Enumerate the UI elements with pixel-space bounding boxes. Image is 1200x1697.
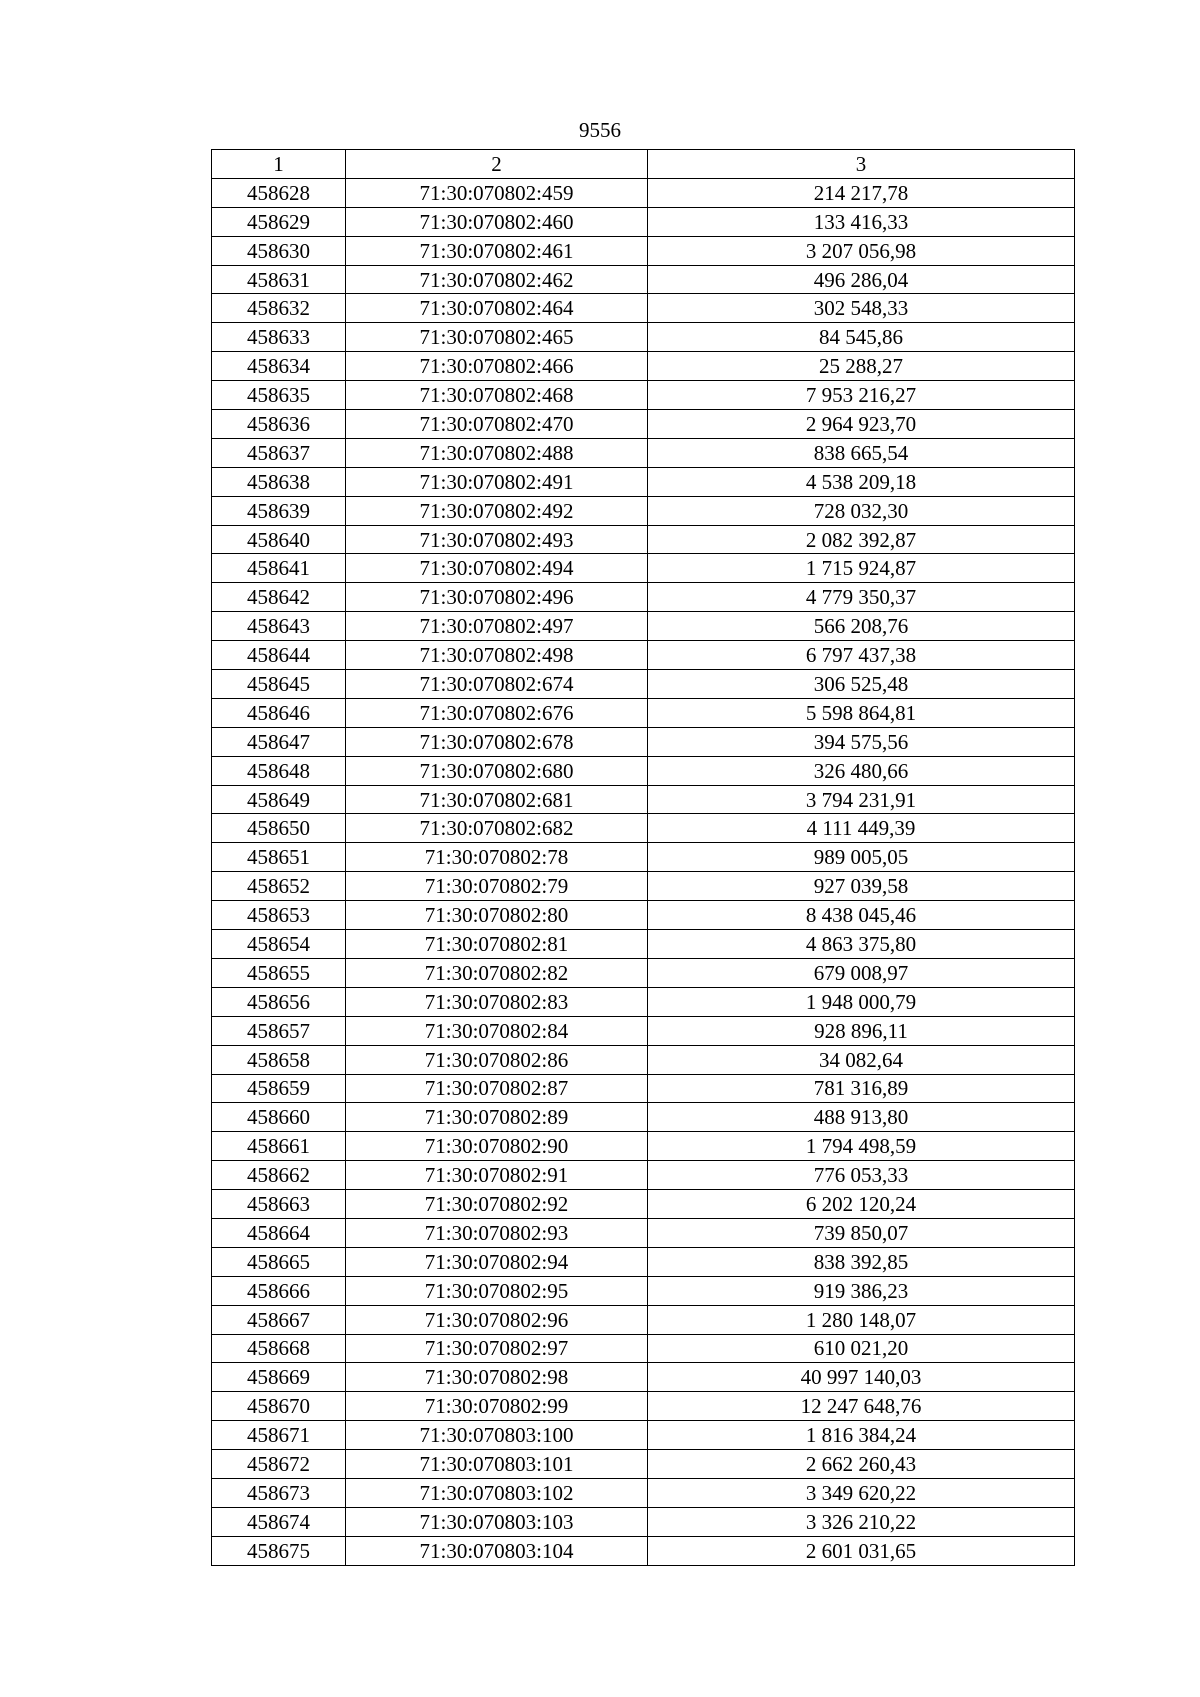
row-number-cell: 458667	[212, 1305, 346, 1334]
table-row	[212, 612, 1075, 641]
header-cell-1: 1	[212, 150, 346, 179]
cadastral-number-cell: 71:30:070803:102	[346, 1478, 648, 1507]
row-number-cell: 458652	[212, 872, 346, 901]
value-cell: 394 575,56	[648, 727, 1075, 756]
value-cell: 610 021,20	[648, 1334, 1075, 1363]
table-row	[212, 1507, 1075, 1536]
value-cell: 1 715 924,87	[648, 554, 1075, 583]
value-cell: 2 964 923,70	[648, 410, 1075, 439]
row-number-cell: 458639	[212, 496, 346, 525]
value-cell: 3 794 231,91	[648, 785, 1075, 814]
cadastral-number-cell: 71:30:070802:81	[346, 930, 648, 959]
row-number-cell: 458659	[212, 1074, 346, 1103]
row-number-cell: 458640	[212, 525, 346, 554]
row-number-cell: 458638	[212, 467, 346, 496]
cadastral-number-cell: 71:30:070802:83	[346, 987, 648, 1016]
row-number-cell: 458664	[212, 1218, 346, 1247]
value-cell: 2 082 392,87	[648, 525, 1075, 554]
table-row	[212, 323, 1075, 352]
cadastral-number-cell: 71:30:070802:98	[346, 1363, 648, 1392]
cadastral-number-cell: 71:30:070802:94	[346, 1247, 648, 1276]
value-cell: 679 008,97	[648, 958, 1075, 987]
value-cell: 2 662 260,43	[648, 1450, 1075, 1479]
row-number-cell: 458636	[212, 410, 346, 439]
row-number-cell: 458650	[212, 814, 346, 843]
value-cell: 1 280 148,07	[648, 1305, 1075, 1334]
table-row	[212, 670, 1075, 699]
value-cell: 133 416,33	[648, 207, 1075, 236]
value-cell: 1 816 384,24	[648, 1421, 1075, 1450]
cadastral-number-cell: 71:30:070802:96	[346, 1305, 648, 1334]
table-row	[212, 207, 1075, 236]
value-cell: 1 948 000,79	[648, 987, 1075, 1016]
table-row	[212, 1276, 1075, 1305]
cadastral-number-cell: 71:30:070802:492	[346, 496, 648, 525]
cadastral-number-cell: 71:30:070802:676	[346, 698, 648, 727]
value-cell: 488 913,80	[648, 1103, 1075, 1132]
cadastral-number-cell: 71:30:070802:470	[346, 410, 648, 439]
table-row	[212, 1161, 1075, 1190]
row-number-cell: 458632	[212, 294, 346, 323]
row-number-cell: 458669	[212, 1363, 346, 1392]
row-number-cell: 458644	[212, 641, 346, 670]
cadastral-number-cell: 71:30:070802:79	[346, 872, 648, 901]
row-number-cell: 458635	[212, 381, 346, 410]
row-number-cell: 458648	[212, 756, 346, 785]
data-table	[211, 149, 1075, 1566]
cadastral-number-cell: 71:30:070802:497	[346, 612, 648, 641]
row-number-cell: 458628	[212, 178, 346, 207]
cadastral-number-cell: 71:30:070802:488	[346, 438, 648, 467]
cadastral-number-cell: 71:30:070802:459	[346, 178, 648, 207]
cadastral-number-cell: 71:30:070802:674	[346, 670, 648, 699]
cadastral-number-cell: 71:30:070802:464	[346, 294, 648, 323]
row-number-cell: 458653	[212, 901, 346, 930]
cadastral-number-cell: 71:30:070802:493	[346, 525, 648, 554]
value-cell: 7 953 216,27	[648, 381, 1075, 410]
table-row	[212, 236, 1075, 265]
cadastral-number-cell: 71:30:070803:103	[346, 1507, 648, 1536]
value-cell: 6 797 437,38	[648, 641, 1075, 670]
row-number-cell: 458655	[212, 958, 346, 987]
value-cell: 1 794 498,59	[648, 1132, 1075, 1161]
table-row	[212, 438, 1075, 467]
cadastral-number-cell: 71:30:070802:97	[346, 1334, 648, 1363]
row-number-cell: 458673	[212, 1478, 346, 1507]
table-row	[212, 1103, 1075, 1132]
table-row	[212, 1190, 1075, 1219]
table-row	[212, 554, 1075, 583]
table-row	[212, 496, 1075, 525]
table-row	[212, 930, 1075, 959]
value-cell: 6 202 120,24	[648, 1190, 1075, 1219]
table-row	[212, 958, 1075, 987]
value-cell: 2 601 031,65	[648, 1536, 1075, 1565]
cadastral-number-cell: 71:30:070802:468	[346, 381, 648, 410]
value-cell: 4 111 449,39	[648, 814, 1075, 843]
table-row	[212, 641, 1075, 670]
table-row	[212, 1305, 1075, 1334]
value-cell: 927 039,58	[648, 872, 1075, 901]
table-row	[212, 814, 1075, 843]
value-cell: 4 779 350,37	[648, 583, 1075, 612]
row-number-cell: 458654	[212, 930, 346, 959]
cadastral-number-cell: 71:30:070803:101	[346, 1450, 648, 1479]
value-cell: 928 896,11	[648, 1016, 1075, 1045]
value-cell: 776 053,33	[648, 1161, 1075, 1190]
table-row	[212, 1074, 1075, 1103]
table-row	[212, 785, 1075, 814]
row-number-cell: 458643	[212, 612, 346, 641]
cadastral-number-cell: 71:30:070802:99	[346, 1392, 648, 1421]
table-row	[212, 901, 1075, 930]
cadastral-number-cell: 71:30:070803:104	[346, 1536, 648, 1565]
value-cell: 326 480,66	[648, 756, 1075, 785]
cadastral-number-cell: 71:30:070802:678	[346, 727, 648, 756]
value-cell: 3 326 210,22	[648, 1507, 1075, 1536]
row-number-cell: 458660	[212, 1103, 346, 1132]
row-number-cell: 458634	[212, 352, 346, 381]
row-number-cell: 458631	[212, 265, 346, 294]
table-row	[212, 1045, 1075, 1074]
table-row	[212, 467, 1075, 496]
value-cell: 496 286,04	[648, 265, 1075, 294]
value-cell: 5 598 864,81	[648, 698, 1075, 727]
row-number-cell: 458662	[212, 1161, 346, 1190]
row-number-cell: 458671	[212, 1421, 346, 1450]
cadastral-number-cell: 71:30:070802:90	[346, 1132, 648, 1161]
table-row	[212, 178, 1075, 207]
table-row	[212, 1536, 1075, 1565]
page-number: 9556	[579, 118, 621, 142]
cadastral-number-cell: 71:30:070802:466	[346, 352, 648, 381]
table-row	[212, 1247, 1075, 1276]
header-cell-2: 2	[346, 150, 648, 179]
row-number-cell: 458670	[212, 1392, 346, 1421]
cadastral-number-cell: 71:30:070802:89	[346, 1103, 648, 1132]
value-cell: 302 548,33	[648, 294, 1075, 323]
row-number-cell: 458657	[212, 1016, 346, 1045]
row-number-cell: 458641	[212, 554, 346, 583]
table-row	[212, 1132, 1075, 1161]
value-cell: 306 525,48	[648, 670, 1075, 699]
value-cell: 34 082,64	[648, 1045, 1075, 1074]
row-number-cell: 458633	[212, 323, 346, 352]
value-cell: 989 005,05	[648, 843, 1075, 872]
cadastral-number-cell: 71:30:070802:681	[346, 785, 648, 814]
cadastral-number-cell: 71:30:070802:462	[346, 265, 648, 294]
row-number-cell: 458642	[212, 583, 346, 612]
row-number-cell: 458629	[212, 207, 346, 236]
row-number-cell: 458646	[212, 698, 346, 727]
row-number-cell: 458649	[212, 785, 346, 814]
table-row	[212, 872, 1075, 901]
row-number-cell: 458656	[212, 987, 346, 1016]
table-row	[212, 294, 1075, 323]
table-row	[212, 1392, 1075, 1421]
row-number-cell: 458668	[212, 1334, 346, 1363]
row-number-cell: 458665	[212, 1247, 346, 1276]
table-row	[212, 1363, 1075, 1392]
cadastral-number-cell: 71:30:070802:92	[346, 1190, 648, 1219]
table-row	[212, 1016, 1075, 1045]
table-row	[212, 1478, 1075, 1507]
table-row	[212, 987, 1075, 1016]
row-number-cell: 458666	[212, 1276, 346, 1305]
value-cell: 728 032,30	[648, 496, 1075, 525]
table-body	[212, 150, 1075, 1566]
header-cell-3: 3	[648, 150, 1075, 179]
table-row	[212, 352, 1075, 381]
value-cell: 12 247 648,76	[648, 1392, 1075, 1421]
table-row	[212, 1218, 1075, 1247]
value-cell: 838 392,85	[648, 1247, 1075, 1276]
table-row	[212, 381, 1075, 410]
value-cell: 919 386,23	[648, 1276, 1075, 1305]
value-cell: 781 316,89	[648, 1074, 1075, 1103]
row-number-cell: 458661	[212, 1132, 346, 1161]
value-cell: 84 545,86	[648, 323, 1075, 352]
row-number-cell: 458645	[212, 670, 346, 699]
cadastral-number-cell: 71:30:070802:498	[346, 641, 648, 670]
cadastral-number-cell: 71:30:070802:465	[346, 323, 648, 352]
cadastral-number-cell: 71:30:070802:95	[346, 1276, 648, 1305]
value-cell: 4 863 375,80	[648, 930, 1075, 959]
cadastral-number-cell: 71:30:070802:680	[346, 756, 648, 785]
row-number-cell: 458675	[212, 1536, 346, 1565]
header-row	[212, 150, 1075, 179]
cadastral-number-cell: 71:30:070802:91	[346, 1161, 648, 1190]
value-cell: 3 207 056,98	[648, 236, 1075, 265]
cadastral-number-cell: 71:30:070802:87	[346, 1074, 648, 1103]
cadastral-number-cell: 71:30:070802:80	[346, 901, 648, 930]
row-number-cell: 458630	[212, 236, 346, 265]
row-number-cell: 458647	[212, 727, 346, 756]
row-number-cell: 458651	[212, 843, 346, 872]
table-row	[212, 410, 1075, 439]
row-number-cell: 458672	[212, 1450, 346, 1479]
row-number-cell: 458658	[212, 1045, 346, 1074]
value-cell: 739 850,07	[648, 1218, 1075, 1247]
table-row	[212, 265, 1075, 294]
table-row	[212, 1421, 1075, 1450]
cadastral-number-cell: 71:30:070802:86	[346, 1045, 648, 1074]
value-cell: 8 438 045,46	[648, 901, 1075, 930]
row-number-cell: 458674	[212, 1507, 346, 1536]
cadastral-number-cell: 71:30:070802:460	[346, 207, 648, 236]
value-cell: 838 665,54	[648, 438, 1075, 467]
table-row	[212, 756, 1075, 785]
table-row	[212, 583, 1075, 612]
table-row	[212, 1450, 1075, 1479]
table-row	[212, 525, 1075, 554]
value-cell: 214 217,78	[648, 178, 1075, 207]
value-cell: 4 538 209,18	[648, 467, 1075, 496]
table-row	[212, 727, 1075, 756]
table-row	[212, 1334, 1075, 1363]
cadastral-number-cell: 71:30:070802:84	[346, 1016, 648, 1045]
value-cell: 3 349 620,22	[648, 1478, 1075, 1507]
cadastral-number-cell: 71:30:070802:461	[346, 236, 648, 265]
cadastral-number-cell: 71:30:070802:491	[346, 467, 648, 496]
value-cell: 566 208,76	[648, 612, 1075, 641]
table-row	[212, 698, 1075, 727]
table-row	[212, 843, 1075, 872]
cadastral-number-cell: 71:30:070802:78	[346, 843, 648, 872]
cadastral-number-cell: 71:30:070802:496	[346, 583, 648, 612]
row-number-cell: 458637	[212, 438, 346, 467]
cadastral-number-cell: 71:30:070802:93	[346, 1218, 648, 1247]
value-cell: 40 997 140,03	[648, 1363, 1075, 1392]
row-number-cell: 458663	[212, 1190, 346, 1219]
cadastral-number-cell: 71:30:070803:100	[346, 1421, 648, 1450]
cadastral-number-cell: 71:30:070802:682	[346, 814, 648, 843]
cadastral-number-cell: 71:30:070802:82	[346, 958, 648, 987]
value-cell: 25 288,27	[648, 352, 1075, 381]
cadastral-number-cell: 71:30:070802:494	[346, 554, 648, 583]
